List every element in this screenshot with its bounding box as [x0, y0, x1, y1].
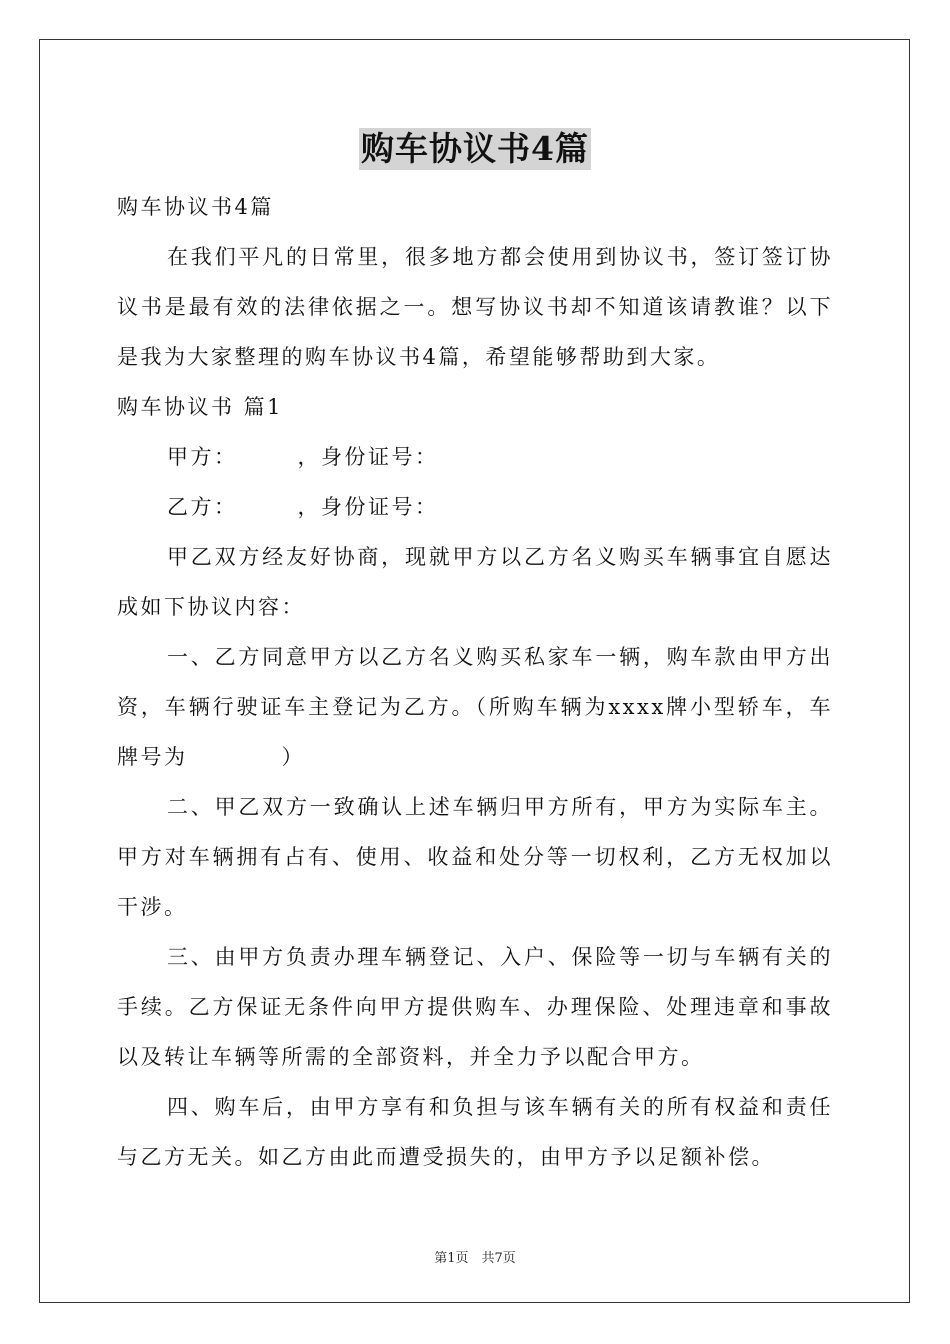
preamble-paragraph: 甲乙双方经友好协商，现就甲方以乙方名义购买车辆事宜自愿达成如下协议内容：	[117, 545, 833, 619]
page-number: 第1页 共7页	[434, 1251, 516, 1266]
document-body	[117, 182, 833, 1182]
title-container	[0, 128, 950, 170]
clause-4: 四、购车后，由甲方享有和负担与该车辆有关的所有权益和责任与乙方无关。如乙方由此而遭受损失的，由甲方予以足额补偿。	[117, 1095, 833, 1169]
document-title: 购车协议书4篇	[361, 129, 589, 168]
page-footer	[0, 1247, 950, 1266]
party-b-line: 乙方： ，身份证号：	[167, 495, 439, 519]
document-subtitle: 购车协议书4篇	[117, 195, 274, 219]
section-heading: 购车协议书 篇1	[117, 395, 284, 419]
party-a-line: 甲方： ，身份证号：	[167, 445, 439, 469]
intro-paragraph: 在我们平凡的日常里，很多地方都会使用到协议书，签订签订协议书是最有效的法律依据之一。想写协议书却不知道该请教谁？以下是我为大家整理的购车协议书4篇，希望能够帮助到大家。	[117, 245, 833, 369]
clause-1: 一、乙方同意甲方以乙方名义购买私家车一辆，购车款由甲方出资，车辆行驶证车主登记为乙方。（所购车辆为xxxx牌小型轿车，车牌号为 ）	[117, 645, 833, 769]
clause-3: 三、由甲方负责办理车辆登记、入户、保险等一切与车辆有关的手续。乙方保证无条件向甲方提供购车、办理保险、处理违章和事故以及转让车辆等所需的全部资料，并全力予以配合甲方。	[117, 945, 833, 1069]
clause-2: 二、甲乙双方一致确认上述车辆归甲方所有，甲方为实际车主。甲方对车辆拥有占有、使用、收益和处分等一切权利，乙方无权加以干涉。	[117, 795, 833, 919]
